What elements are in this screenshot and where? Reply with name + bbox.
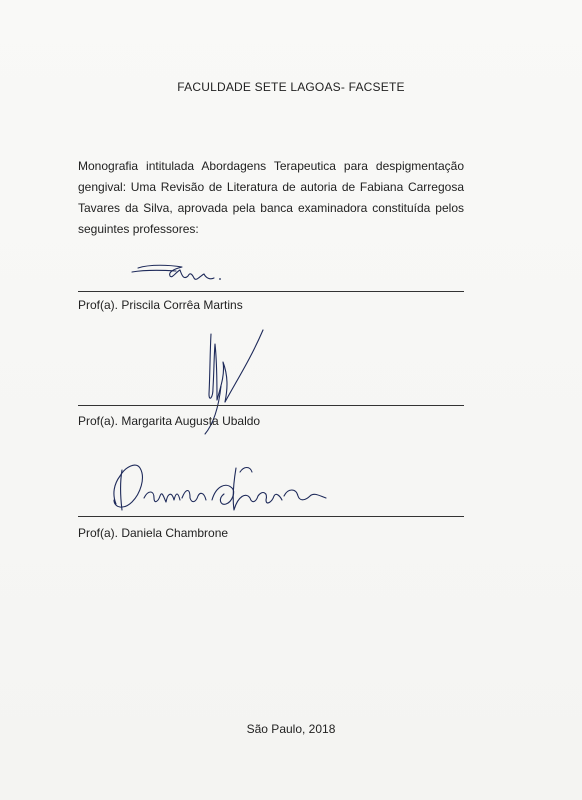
signature-line-3 — [78, 516, 464, 517]
signature-line-2 — [78, 405, 464, 406]
examiner-name-2: Prof(a). Margarita Augusta Ubaldo — [78, 414, 261, 428]
signature-line-1 — [78, 291, 464, 292]
place-and-date: São Paulo, 2018 — [246, 722, 336, 736]
examiner-name-1: Prof(a). Priscila Corrêa Martins — [78, 298, 243, 312]
approval-statement: Monografia intitulada Abordagens Terapeutica para despigmentação gengival: Uma Revisão de Literatura de autoria de Fabiana Carregosa Tavares da Silva, aprovada pela banca examinadora constituída pelos seguintes professores: — [78, 159, 464, 236]
signature-examiner-3 — [108, 452, 330, 522]
institution-header: FACULDADE SETE LAGOAS- FACSETE — [177, 80, 405, 94]
examiner-name-3: Prof(a). Daniela Chambrone — [78, 526, 229, 540]
signature-examiner-1 — [130, 258, 230, 294]
